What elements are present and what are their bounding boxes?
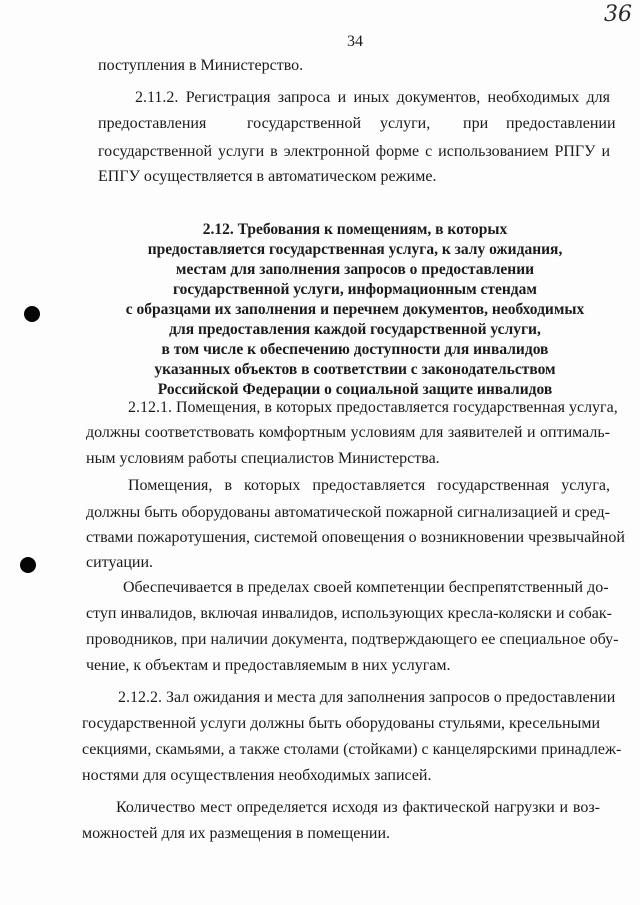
- text-line: чение, к объектам и предоставляемым в них услугам.: [86, 657, 451, 674]
- section-heading-line: местам для заполнения запросов о предоставлении: [175, 261, 535, 278]
- text-line: ным условиям работы специалистов Министерства.: [86, 450, 440, 467]
- section-heading-line: 2.12. Требования к помещениям, в которых: [202, 221, 508, 238]
- text-line: ностями для осуществления необходимых записей.: [82, 767, 432, 784]
- punch-hole-upper: [24, 306, 40, 322]
- text-line: должны быть оборудованы автоматической пожарной сигнализацией и сред-: [86, 504, 610, 521]
- text-line: Помещения, в которых предоставляется государственная услуга,: [128, 477, 610, 494]
- text-line: государственной услуги должны быть оборудованы стульями, кресельными: [82, 715, 600, 732]
- text-line: 2.11.2. Регистрация запроса и иных документов, необходимых для: [135, 89, 610, 106]
- page-number: 34: [347, 33, 363, 50]
- text-line: 2.12.2. Зал ожидания и места для заполнения запросов о предоставлении: [118, 689, 616, 706]
- text-line: проводников, при наличии документа, подтверждающего ее специальное обу-: [86, 631, 619, 648]
- text-line: должны соответствовать комфортным условиям для заявителей и оптималь-: [86, 424, 610, 441]
- text-line: услуги,: [380, 115, 431, 132]
- section-heading-line: с образцами их заполнения и перечнем документов, необходимых: [125, 301, 585, 318]
- text-line: секциями, скамьями, а также столами (стойками) с канцелярскими принадлеж-: [82, 741, 622, 758]
- text-line: можностей для их размещения в помещении.: [82, 825, 391, 842]
- text-line: государственной услуги в электронной форме с использованием РПГУ и: [98, 143, 610, 160]
- section-heading-line: государственной услуги, информационным стендам: [173, 281, 537, 298]
- section-heading-line: для предоставления каждой государственной услуги,: [169, 321, 541, 338]
- text-line: ситуации.: [86, 554, 154, 571]
- text-line: ЕПГУ осуществляется в автоматическом режиме.: [98, 168, 437, 185]
- section-heading-line: указанных объектов в соответствии с законодательством: [154, 361, 556, 378]
- text-line: государственной: [247, 115, 362, 132]
- text-line: 2.12.1. Помещения, в которых предоставляется государственная услуга,: [128, 399, 618, 416]
- punch-hole-lower: [20, 557, 36, 573]
- text-line: при: [463, 115, 489, 132]
- text-line: Обеспечивается в пределах своей компетенции беспрепятственный до-: [123, 579, 609, 596]
- section-heading-line: в том числе к обеспечению доступности для инвалидов: [161, 341, 549, 358]
- text-line: предоставлении: [506, 115, 616, 132]
- section-heading-line: предоставляется государственная услуга, к залу ожидания,: [147, 241, 563, 258]
- text-line: ступ инвалидов, включая инвалидов, использующих кресла-коляски и собак-: [86, 605, 612, 622]
- text-line: предоставления: [98, 115, 207, 132]
- text-line: Количество мест определяется исходя из фактической нагрузки и воз-: [116, 799, 600, 816]
- handwritten-page-mark: 36: [604, 2, 632, 27]
- text-line: поступления в Министерство.: [98, 57, 304, 74]
- section-heading-line: Российской Федерации о социальной защите инвалидов: [157, 381, 553, 398]
- text-line: ствами пожаротушения, системой оповещения о возникновении чрезвычайной: [86, 529, 625, 546]
